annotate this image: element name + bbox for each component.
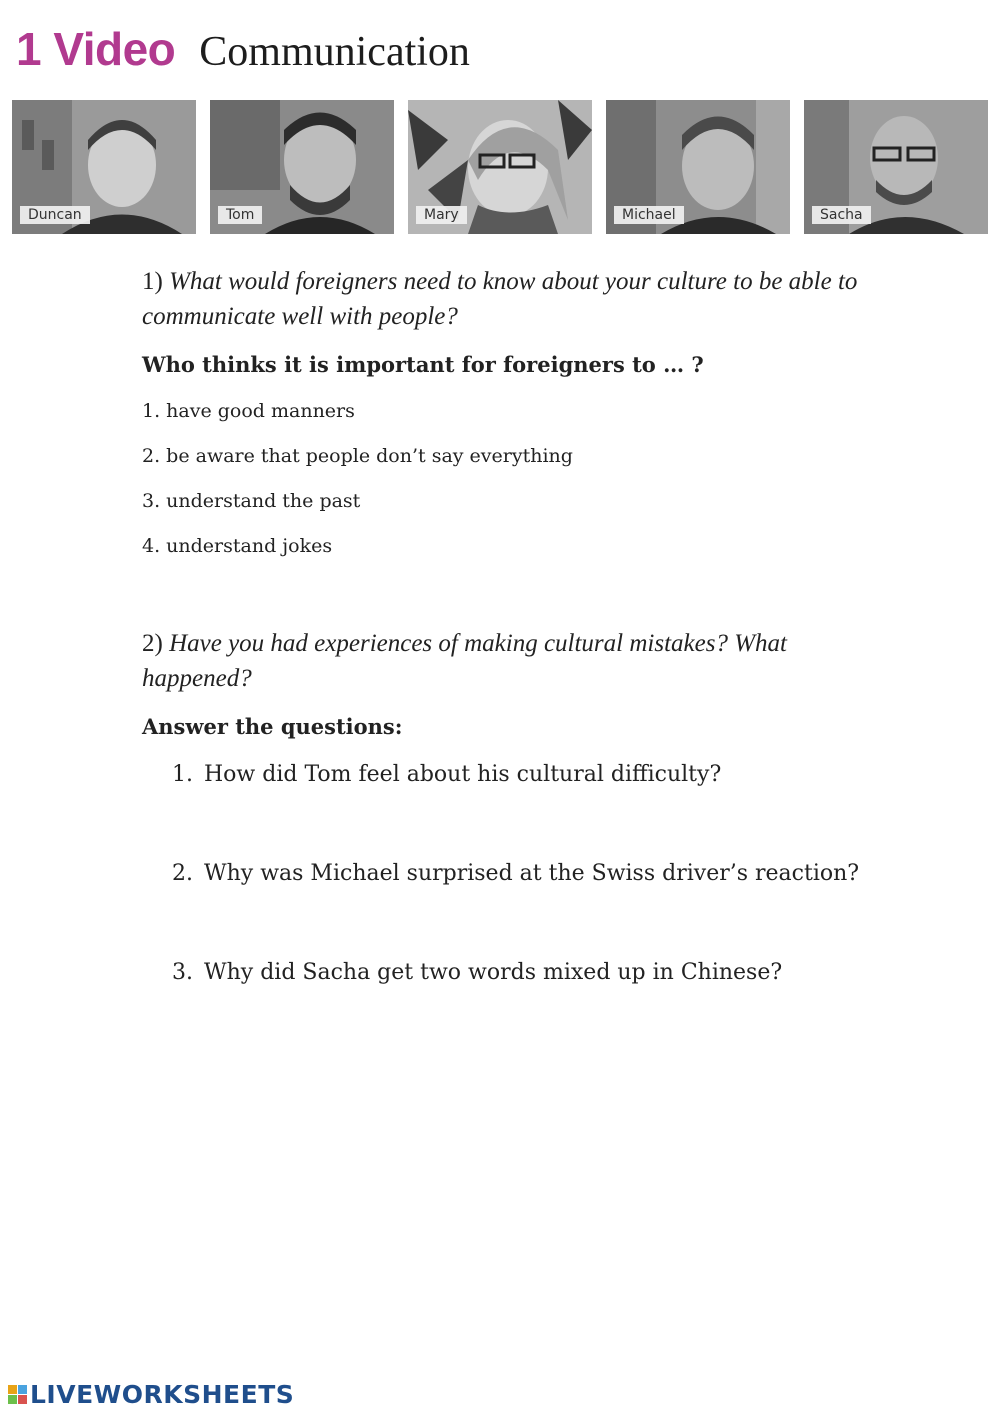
- question-text-line2: happened?: [142, 665, 252, 692]
- list-item: 3. understand the past: [142, 490, 361, 512]
- answer-question: [172, 762, 721, 787]
- answer-question-text: Why was Michael surprised at the Swiss driver’s reaction?: [204, 861, 860, 886]
- unit-label: 1 Video: [16, 23, 176, 75]
- photo-mary: [408, 100, 592, 234]
- question-text-line2: communicate well with people?: [142, 303, 458, 330]
- answer-question: [172, 861, 859, 886]
- section-1-heading: Who thinks it is important for foreigners to … ?: [142, 352, 704, 377]
- section-2-question: [142, 626, 932, 696]
- photo-michael: [606, 100, 790, 234]
- section-1: [142, 264, 932, 334]
- photo-label: Mary: [416, 206, 467, 224]
- answer-question: [172, 960, 782, 985]
- photo-label: Sacha: [812, 206, 871, 224]
- list-item: 4. understand jokes: [142, 535, 333, 557]
- section-2: [142, 626, 932, 696]
- list-item: 2. be aware that people don’t say everything: [142, 445, 573, 467]
- photo-label: Tom: [218, 206, 262, 224]
- photo-sacha: [804, 100, 988, 234]
- photo-tom: [210, 100, 394, 234]
- photo-label: Duncan: [20, 206, 90, 224]
- section-1-question: [142, 264, 932, 334]
- list-item: 1. have good manners: [142, 400, 355, 422]
- section-2-heading: Answer the questions:: [142, 714, 403, 739]
- question-number: 1): [142, 268, 163, 295]
- question-text-line1: Have you had experiences of making cultural mistakes? What: [169, 630, 787, 657]
- answer-question-text: How did Tom feel about his cultural difficulty?: [204, 762, 722, 787]
- photo-label: Michael: [614, 206, 684, 224]
- footer-brand: [8, 1380, 294, 1409]
- page-header: [16, 22, 470, 76]
- brand-name: LIVEWORKSHEETS: [30, 1380, 295, 1409]
- question-number: 2): [142, 630, 163, 657]
- answer-question-text: Why did Sacha get two words mixed up in Chinese?: [204, 960, 783, 985]
- answer-question-number: 1.: [172, 762, 193, 787]
- answer-question-number: 3.: [172, 960, 193, 985]
- page-title: Communication: [199, 29, 470, 75]
- photo-strip: [12, 100, 988, 234]
- question-text-line1: What would foreigners need to know about your culture to be able to: [169, 268, 858, 295]
- liveworksheets-logo-icon: [8, 1385, 27, 1404]
- photo-duncan: [12, 100, 196, 234]
- answer-question-number: 2.: [172, 861, 193, 886]
